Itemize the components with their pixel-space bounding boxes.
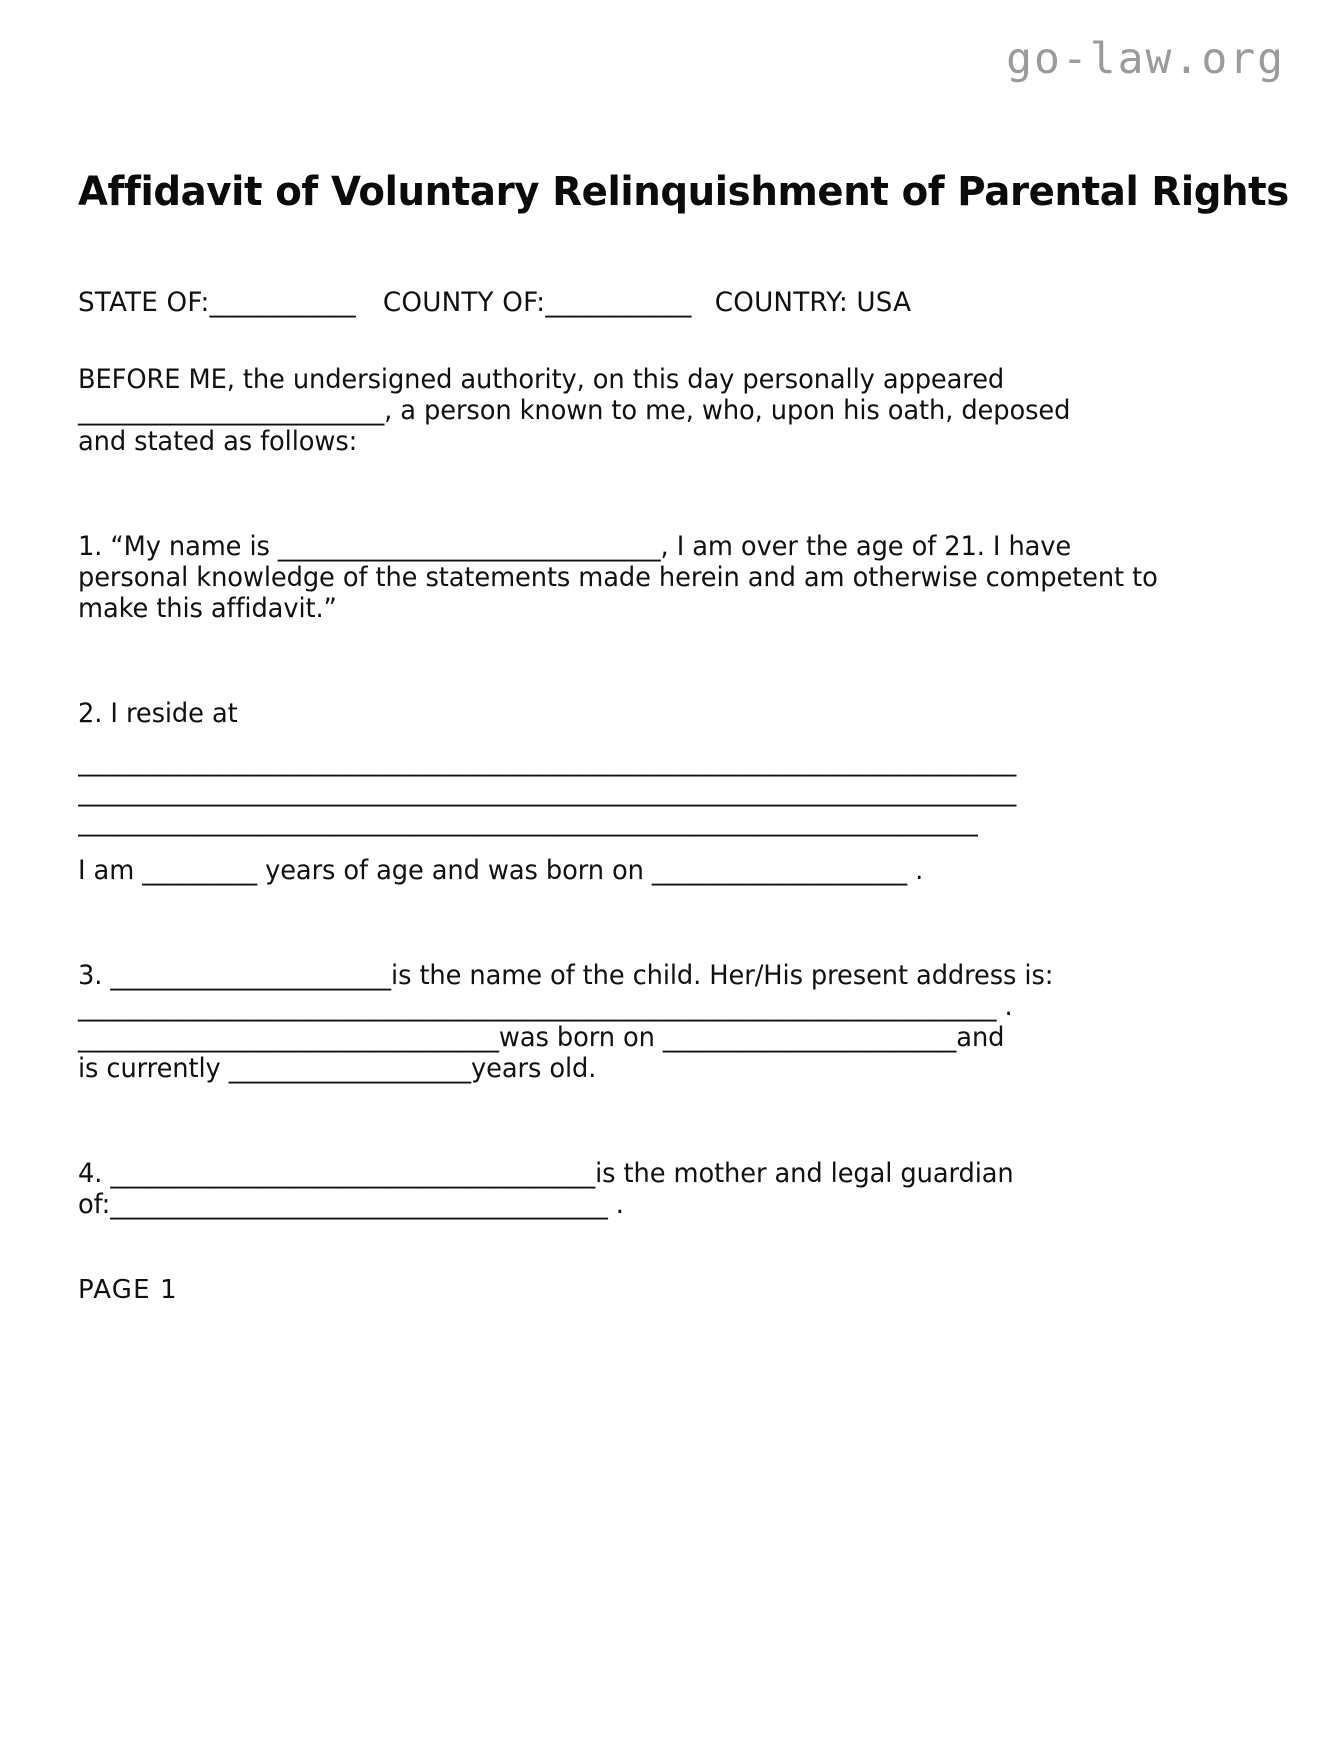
country-label: COUNTRY: — [714, 287, 848, 318]
county-of-blank[interactable]: ___________ — [545, 287, 692, 318]
item-1-line-2: personal knowledge of the statements made herein and am otherwise competent to — [78, 562, 1158, 593]
page-footer-label: PAGE 1 — [78, 1275, 178, 1305]
item-4-line-2: of:_______________________________________ . — [78, 1189, 624, 1220]
item-3 — [78, 960, 1223, 1084]
item-4-line-1: 4. ______________________________________is the mother and legal guardian — [78, 1158, 1014, 1189]
item-1-line-1: 1. “My name is ______________________________, I am over the age of 21. I have — [78, 531, 1072, 562]
county-of-label: COUNTY OF: — [382, 287, 546, 318]
document-body — [78, 287, 1258, 1220]
watermark-go-law: go-law.org — [1006, 34, 1285, 84]
page-title: Affidavit of Voluntary Relinquishment of Parental Rights — [78, 167, 1289, 216]
state-of-label: STATE OF: — [78, 287, 210, 318]
preamble-line-2: ________________________, a person known to me, who, upon his oath, deposed — [78, 395, 1071, 426]
item-2-rule-3[interactable]: ______________________________________________________________________ — [78, 807, 978, 837]
item-2 — [78, 698, 1223, 886]
preamble-paragraph — [78, 364, 1223, 457]
preamble-line-1: BEFORE ME, the undersigned authority, on this day personally appeared — [78, 364, 1005, 395]
item-2-rule-2[interactable]: _________________________________________________________________________ — [78, 777, 1017, 807]
item-2-age-line: I am _________ years of age and was born on ____________________ . — [78, 855, 924, 886]
item-1-line-3: make this affidavit.” — [78, 593, 337, 624]
country-value: USA — [856, 287, 912, 318]
item-3-line-3: _________________________________was born on _______________________and — [78, 1022, 1005, 1053]
item-2-lead: 2. I reside at — [78, 698, 238, 729]
preamble-line-3: and stated as follows: — [78, 426, 358, 457]
item-3-line-4: is currently ___________________years old. — [78, 1053, 597, 1084]
item-3-line-2[interactable]: ________________________________________________________________________ . — [78, 991, 1013, 1022]
jurisdiction-line — [78, 287, 1223, 318]
item-4 — [78, 1158, 1223, 1220]
item-3-line-1: 3. ______________________is the name of the child. Her/His present address is: — [78, 960, 1054, 991]
item-1 — [78, 531, 1223, 624]
item-2-rule-1[interactable]: _________________________________________________________________________ — [78, 747, 1017, 777]
state-of-blank[interactable]: ___________ — [209, 287, 356, 318]
